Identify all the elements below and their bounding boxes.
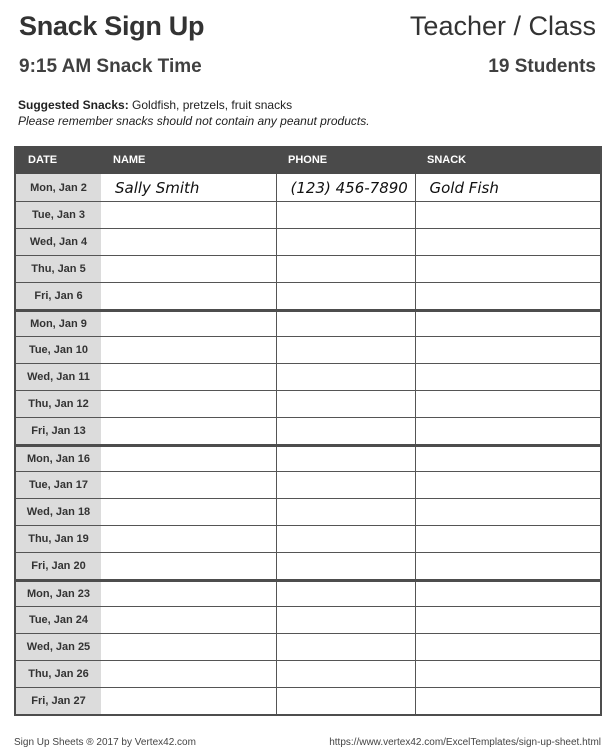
phone-cell[interactable] <box>276 688 415 715</box>
table-row <box>16 256 600 283</box>
name-cell[interactable] <box>101 202 276 229</box>
table-row <box>16 174 600 202</box>
date-cell: Wed, Jan 25 <box>16 634 101 661</box>
col-header-snack: SNACK <box>415 146 600 174</box>
snack-cell[interactable] <box>415 446 600 472</box>
table-row <box>16 446 600 472</box>
date-cell: Thu, Jan 26 <box>16 661 101 688</box>
col-header-date: DATE <box>16 146 101 174</box>
table-row <box>16 526 600 553</box>
table-row <box>16 391 600 418</box>
phone-cell[interactable] <box>276 311 415 337</box>
name-cell[interactable] <box>101 607 276 634</box>
table-row <box>16 581 600 607</box>
name-cell[interactable] <box>101 472 276 499</box>
table-body <box>16 174 600 714</box>
table-row <box>16 337 600 364</box>
phone-cell[interactable] <box>276 446 415 472</box>
name-cell[interactable] <box>101 256 276 283</box>
name-cell[interactable] <box>101 364 276 391</box>
date-cell: Mon, Jan 16 <box>16 446 101 472</box>
date-cell: Fri, Jan 20 <box>16 553 101 581</box>
table-row <box>16 499 600 526</box>
phone-cell[interactable] <box>276 634 415 661</box>
date-cell: Fri, Jan 13 <box>16 418 101 446</box>
snack-cell[interactable] <box>415 391 600 418</box>
table-row <box>16 634 600 661</box>
phone-cell[interactable] <box>276 526 415 553</box>
table-row <box>16 364 600 391</box>
date-cell: Wed, Jan 18 <box>16 499 101 526</box>
date-cell: Mon, Jan 23 <box>16 581 101 607</box>
phone-cell[interactable] <box>276 661 415 688</box>
snack-cell[interactable] <box>415 472 600 499</box>
date-cell: Tue, Jan 3 <box>16 202 101 229</box>
snack-cell[interactable] <box>415 553 600 581</box>
snack-cell[interactable] <box>415 634 600 661</box>
table-row <box>16 283 600 311</box>
phone-cell[interactable] <box>276 283 415 311</box>
date-cell: Thu, Jan 5 <box>16 256 101 283</box>
peanut-reminder: Please remember snacks should not contain any peanut products. <box>18 114 370 128</box>
date-cell: Fri, Jan 6 <box>16 283 101 311</box>
name-cell[interactable] <box>101 311 276 337</box>
table-row <box>16 553 600 581</box>
snack-cell[interactable] <box>415 661 600 688</box>
table-row <box>16 688 600 715</box>
snack-cell[interactable] <box>415 418 600 446</box>
table-row <box>16 607 600 634</box>
table-row <box>16 472 600 499</box>
table-row <box>16 418 600 446</box>
table-row <box>16 311 600 337</box>
phone-cell[interactable] <box>276 202 415 229</box>
table-row <box>16 661 600 688</box>
date-cell: Tue, Jan 10 <box>16 337 101 364</box>
teacher-class: Teacher / Class <box>409 11 596 41</box>
snack-cell[interactable] <box>415 256 600 283</box>
phone-cell[interactable] <box>276 499 415 526</box>
phone-cell[interactable] <box>276 391 415 418</box>
suggested-snacks <box>18 98 292 112</box>
suggested-value: Goldfish, pretzels, fruit snacks <box>128 98 293 112</box>
signup-table <box>14 146 602 716</box>
phone-cell[interactable] <box>276 607 415 634</box>
table-row <box>16 229 600 256</box>
snack-cell[interactable] <box>415 581 600 607</box>
name-cell[interactable] <box>101 661 276 688</box>
phone-cell[interactable] <box>276 553 415 581</box>
name-cell[interactable] <box>101 499 276 526</box>
snack-cell[interactable] <box>415 526 600 553</box>
name-cell[interactable]: Sally Smith <box>115 178 200 197</box>
date-cell: Wed, Jan 11 <box>16 364 101 391</box>
snack-cell[interactable] <box>415 202 600 229</box>
date-cell: Wed, Jan 4 <box>16 229 101 256</box>
footer-copyright: Sign Up Sheets ® 2017 by Vertex42.com <box>14 737 196 748</box>
name-cell[interactable] <box>101 634 276 661</box>
snack-time: 9:15 AM Snack Time <box>19 56 202 77</box>
date-cell: Mon, Jan 2 <box>16 174 101 202</box>
name-cell[interactable] <box>101 581 276 607</box>
suggested-label: Suggested Snacks: <box>18 98 129 112</box>
table-row <box>16 202 600 229</box>
name-cell[interactable] <box>101 391 276 418</box>
phone-cell[interactable] <box>276 256 415 283</box>
date-cell: Tue, Jan 24 <box>16 607 101 634</box>
name-cell[interactable] <box>101 688 276 715</box>
col-header-phone: PHONE <box>276 146 415 174</box>
phone-cell[interactable] <box>276 229 415 256</box>
phone-cell[interactable] <box>276 337 415 364</box>
footer-url[interactable]: https://www.vertex42.com/ExcelTemplates/sign-up-sheet.html <box>329 737 601 748</box>
phone-cell[interactable] <box>276 472 415 499</box>
name-cell[interactable] <box>101 337 276 364</box>
phone-cell[interactable] <box>276 418 415 446</box>
name-cell[interactable] <box>101 418 276 446</box>
date-cell: Mon, Jan 9 <box>16 311 101 337</box>
snack-cell[interactable] <box>415 311 600 337</box>
student-count: 19 Students <box>488 56 596 77</box>
name-cell[interactable] <box>101 553 276 581</box>
name-cell[interactable] <box>101 283 276 311</box>
date-cell: Thu, Jan 12 <box>16 391 101 418</box>
phone-cell[interactable] <box>276 581 415 607</box>
date-cell: Fri, Jan 27 <box>16 688 101 715</box>
col-header-name: NAME <box>101 146 276 174</box>
table-header-row <box>16 146 600 174</box>
snack-cell[interactable] <box>415 364 600 391</box>
date-cell: Tue, Jan 17 <box>16 472 101 499</box>
page-title: Snack Sign Up <box>19 11 205 41</box>
snack-cell[interactable] <box>415 688 600 715</box>
name-cell[interactable] <box>101 446 276 472</box>
snack-cell[interactable]: Gold Fish <box>415 174 600 202</box>
snack-cell[interactable] <box>415 337 600 364</box>
snack-cell[interactable] <box>415 283 600 311</box>
name-cell[interactable] <box>101 526 276 553</box>
date-cell: Thu, Jan 19 <box>16 526 101 553</box>
phone-cell[interactable] <box>276 364 415 391</box>
snack-cell[interactable] <box>415 229 600 256</box>
name-cell[interactable] <box>101 229 276 256</box>
snack-cell[interactable] <box>415 499 600 526</box>
snack-cell[interactable] <box>415 607 600 634</box>
phone-cell[interactable]: (123) 456-7890 <box>276 174 415 202</box>
